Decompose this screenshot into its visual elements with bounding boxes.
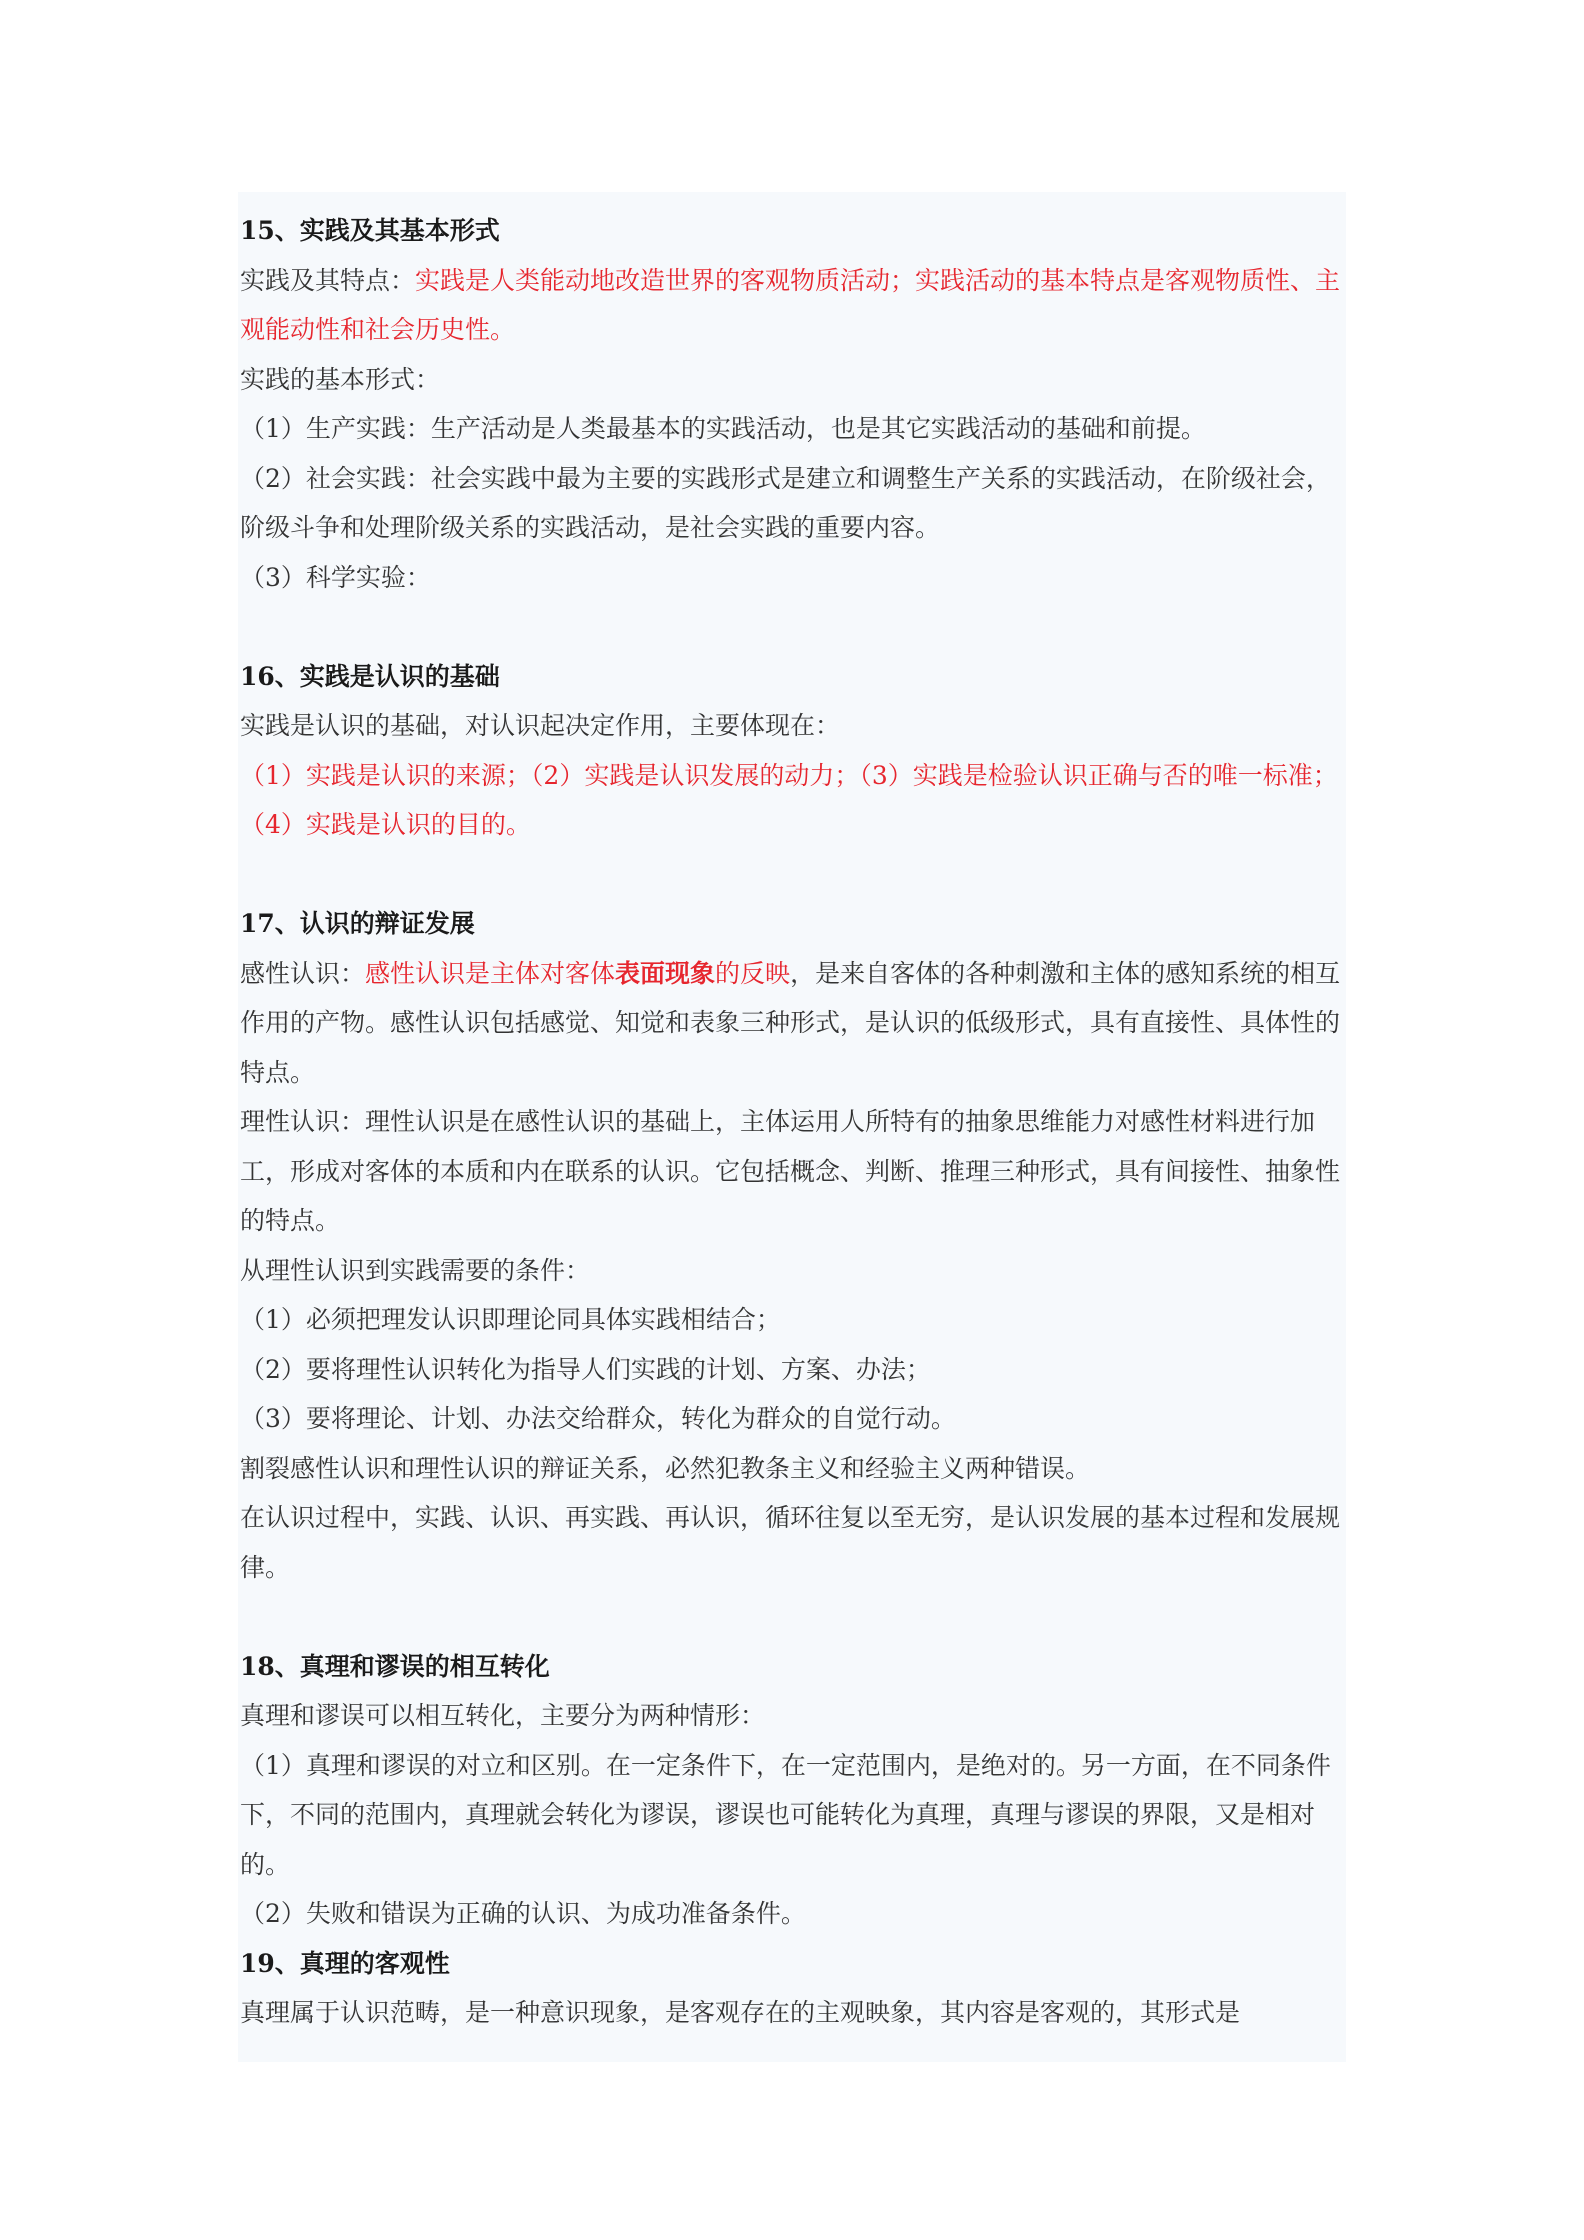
spacer [240,602,1350,652]
section-17-rational: 理性认识：理性认识是在感性认识的基础上，主体运用人所特有的抽象思维能力对感性材料进行加工，形成对客体的本质和内在联系的认识。它包括概念、判断、推理三种形式，具有间接性、抽象性的特点。 [240,1107,1341,1235]
section-17-perceptual [240,949,1350,1098]
section-18-item-2: （2）失败和错误为正确的认识、为成功准备条件。 [240,1899,806,1928]
highlight-red: 实践是人类能动地改造世界的客观物质活动；实践活动的基本特点是客观物质性、主观能动性和社会历史性。 [240,265,1341,344]
section-16-highlight: （1）实践是认识的来源；（2）实践是认识发展的动力；（3）实践是检验认识正确与否的唯一标准；（4）实践是认识的目的。 [240,760,1338,839]
spacer [240,850,1350,900]
section-18-heading: 18、真理和谬误的相互转化 [240,1651,550,1681]
document-body [240,206,1350,2038]
section-17-process: 在认识过程中，实践、认识、再实践、再认识，循环往复以至无穷，是认识发展的基本过程和发展规律。 [240,1503,1341,1582]
section-16-heading: 16、实践是认识的基础 [240,661,500,691]
section-18-intro: 真理和谬误可以相互转化，主要分为两种情形： [240,1701,766,1730]
section-19-heading: 19、真理的客观性 [240,1948,450,1978]
section-17-condition-3: （3）要将理论、计划、办法交给群众，转化为群众的自觉行动。 [240,1404,956,1433]
highlight-red: 的反映 [715,958,791,988]
section-15-heading: 15、实践及其基本形式 [240,216,500,245]
label: 感性认识： [240,958,366,988]
section-17-condition-1: （1）必须把理发认识即理论同具体实践相结合； [240,1305,781,1334]
body-text: ，是来自客体的各种刺激和主体的感知系统的相互作用的产物。感性认识包括感觉、知觉和表象三种形式，是认识的低级形式，具有直接性、具体性的特点。 [240,958,1341,1087]
highlight-red-bold: 表面现象 [615,958,716,988]
spacer [240,1592,1350,1642]
label: 实践及其特点： [240,265,416,295]
highlight-red: 感性认识是主体对客体 [365,958,616,988]
section-17-heading: 17、认识的辩证发展 [240,909,475,938]
section-15-item-3: （3）科学实验： [240,562,431,592]
section-15-item-2: （2）社会实践：社会实践中最为主要的实践形式是建立和调整生产关系的实践活动，在阶级社会，阶级斗争和处理阶级关系的实践活动，是社会实践的重要内容。 [240,463,1331,542]
section-17-conditions-label: 从理性认识到实践需要的条件： [240,1255,591,1285]
section-15-basic-forms-label: 实践的基本形式： [240,364,441,394]
section-19-body: 真理属于认识范畴，是一种意识现象，是客观存在的主观映象，其内容是客观的，其形式是 [240,1998,1241,2027]
section-15-item-1: （1）生产实践：生产活动是人类最基本的实践活动，也是其它实践活动的基础和前提。 [240,414,1206,443]
section-15-practice-features [240,256,1350,355]
section-17-condition-2: （2）要将理性认识转化为指导人们实践的计划、方案、办法； [240,1354,931,1384]
section-17-errors: 割裂感性认识和理性认识的辩证关系，必然犯教条主义和经验主义两种错误。 [240,1453,1091,1483]
section-16-intro: 实践是认识的基础，对认识起决定作用，主要体现在： [240,711,841,740]
section-18-item-1: （1）真理和谬误的对立和区别。在一定条件下，在一定范围内，是绝对的。另一方面，在不同条件下，不同的范围内，真理就会转化为谬误，谬误也可能转化为真理，真理与谬误的界限，又是相对的。 [240,1750,1331,1879]
